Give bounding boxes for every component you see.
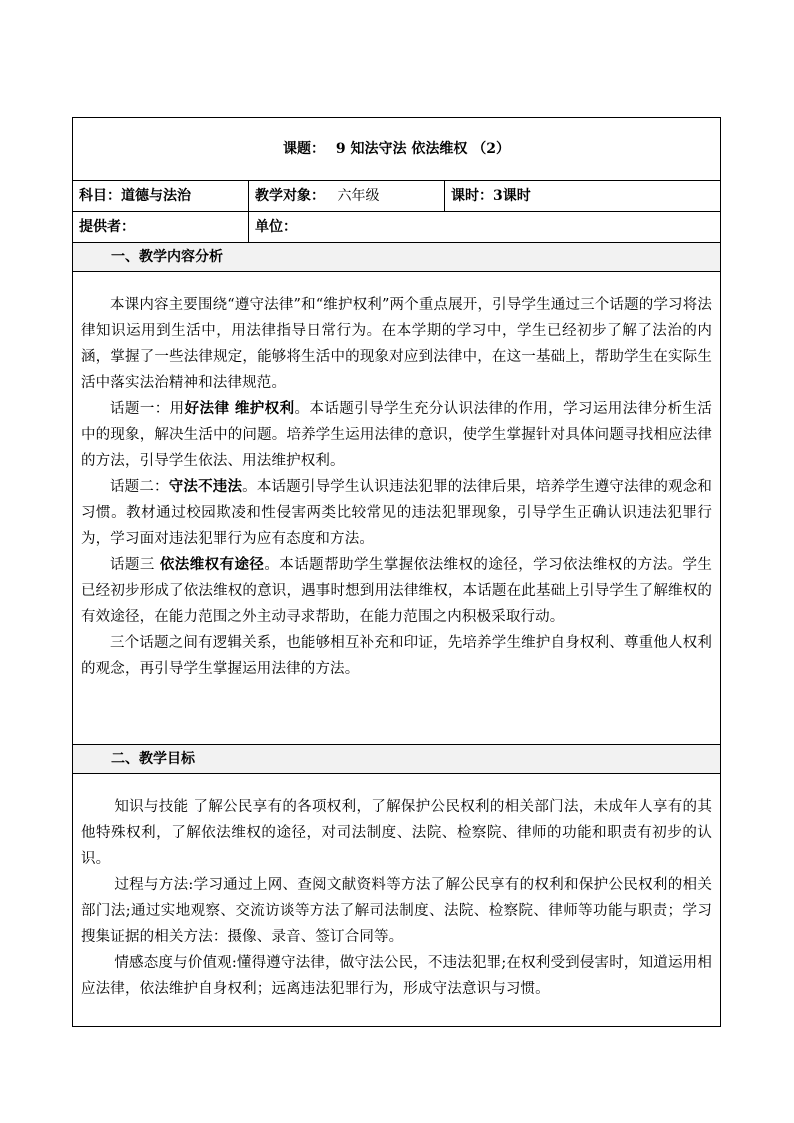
section2-content [73, 774, 721, 1027]
section1-content [73, 272, 721, 745]
unit-cell [249, 212, 721, 243]
topic2-prefix: 话题二： [110, 479, 169, 495]
section1-summary: 三个话题之间有逻辑关系，也能够相互补充和印证，先培养学生维护自身权利、尊重他人权利的观念，再引导学生掌握运用法律的方法。 [81, 635, 713, 677]
target-value: 六年级 [337, 187, 380, 204]
section1-topic1 [81, 396, 712, 474]
hours-cell [445, 181, 721, 212]
target-label: 教学对象： [255, 187, 325, 204]
hours-value: 3课时 [493, 187, 531, 204]
section2-heading: 二、教学目标 [73, 745, 721, 774]
topic3-prefix: 话题三 [110, 557, 160, 573]
section1-intro: 本课内容主要围绕“遵守法律”和“维护权利”两个重点展开，引导学生通过三个话题的学习将法律知识运用到生活中，用法律指导日常行为。在本学期的学习中，学生已经初步了解了法治的内涵，掌握了一些法律规定，能够将生活中的现象对应到法律中，在这一基础上，帮助学生在实际生活中落实法治精神和法律规范。 [81, 297, 713, 391]
unit-label: 单位： [255, 218, 297, 235]
section1-topic2 [81, 474, 712, 552]
goal-process: 过程与方法:学习通过上网、查阅文献资料等方法了解公民享有的权利和保护公民权利的相关部门法;通过实地观察、交流访谈等方法了解司法制度、法院、检察院、律师等功能与职责；学习搜集证据的相关方法：摄像、录音、签订合同等。 [81, 877, 713, 945]
subject-label: 科目： [79, 187, 121, 204]
goal-attitude: 情感态度与价值观:懂得遵守法律，做守法公民，不违法犯罪;在权利受到侵害时，知道运用相应法律，依法维护自身权利；远离违法犯罪行为，形成守法意识与习惯。 [81, 955, 713, 997]
lesson-plan-table [72, 117, 721, 1027]
title-row [73, 118, 721, 181]
lesson-title [73, 118, 721, 181]
meta-row-1 [73, 181, 721, 212]
provider-cell [73, 212, 249, 243]
section1-content-row [73, 272, 721, 745]
section1-heading: 一、教学内容分析 [73, 243, 721, 272]
subject-value: 道德与法治 [121, 187, 191, 204]
section2-content-row [73, 774, 721, 1027]
meta-row-2 [73, 212, 721, 243]
topic3-text: 。本话题帮助学生掌握依法维权的途径，学习依法维权的方法。学生已经初步形成了依法维权的意识，遇事时想到用法律维权，本话题在此基础上引导学生了解维权的有效途径，在能力范围之外主动寻求帮助，在能力范围之内积极采取行动。 [81, 557, 713, 625]
lesson-title-text: 9 知法守法 依法维权 （2） [335, 140, 510, 157]
target-cell [249, 181, 445, 212]
hours-label: 课时： [451, 187, 493, 204]
section1-header-row [73, 243, 721, 272]
topic1-title: 好法律 维护权利 [184, 400, 295, 417]
section1-topic3 [81, 552, 712, 630]
section2-header-row [73, 745, 721, 774]
topic2-text: 。本话题引导学生认识违法犯罪的法律后果，培养学生遵守法律的观念和习惯。教材通过校园欺凌和性侵害两类比较常见的违法犯罪现象，引导学生正确认识违法犯罪行为，学习面对违法犯罪行为应有态度和方法。 [81, 479, 713, 547]
subject-cell [73, 181, 249, 212]
lesson-title-label: 课题： [283, 140, 326, 157]
topic2-title: 守法不违法 [168, 478, 243, 495]
topic1-prefix: 话题一：用 [110, 401, 185, 417]
provider-label: 提供者： [79, 218, 135, 235]
goal-knowledge: 知识与技能 了解公民享有的各项权利，了解保护公民权利的相关部门法，未成年人享有的其他特殊权利，了解依法维权的途径，对司法制度、法院、检察院、律师的功能和职责有初步的认识。 [81, 799, 713, 867]
topic3-title: 依法维权有途径 [159, 556, 265, 573]
topic1-text: 。本话题引导学生充分认识法律的作用，学习运用法律分析生活中的现象，解决生活中的问题。培养学生运用法律的意识，使学生掌握针对具体问题寻找相应法律的方法，引导学生依法、用法维护权利。 [81, 401, 713, 469]
